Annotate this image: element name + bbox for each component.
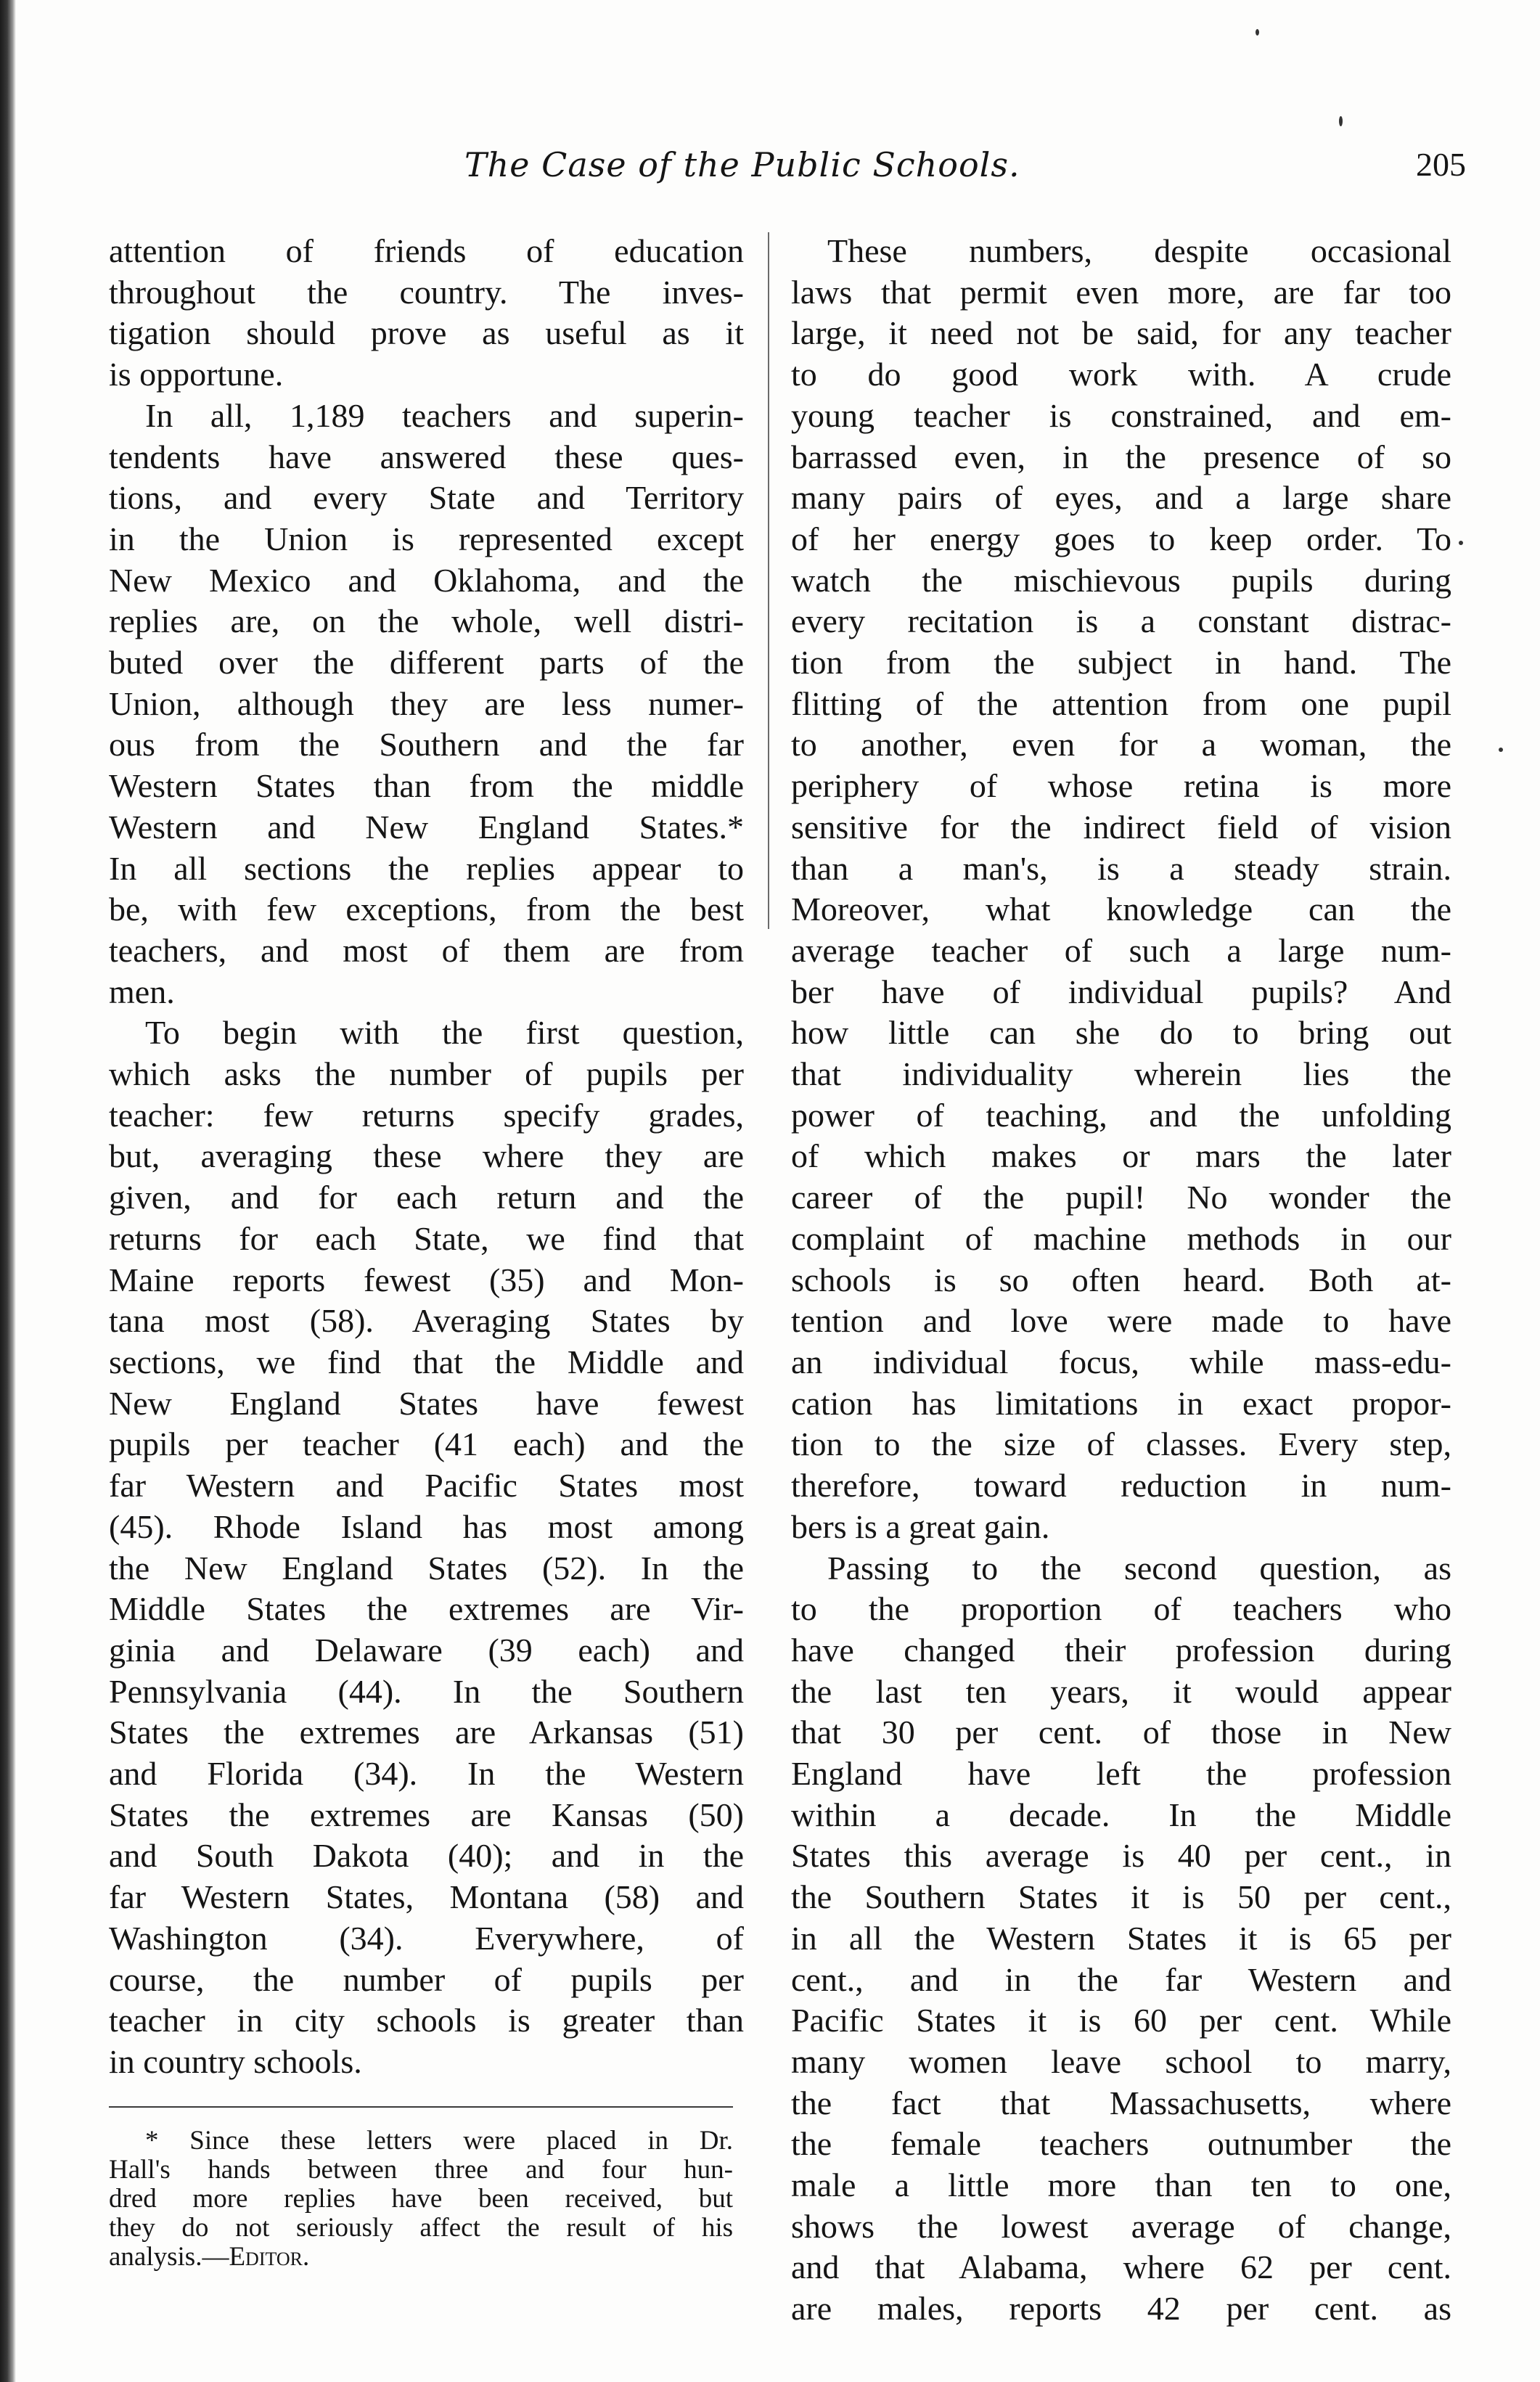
footnote-line: * Since these letters were placed in Dr. [145,2126,733,2156]
text-line: of her energy goes to keep order. To [791,520,1451,557]
text-line: throughout the country. The inves- [109,273,744,311]
right-column [791,231,1451,2330]
column-divider [768,232,769,929]
text-line: average teacher of such a large num- [791,931,1451,969]
text-line: Western States than from the middle [109,767,744,805]
footnote-line: dred more replies have been received, but [109,2184,733,2214]
text-line: the Southern States it is 50 per cent., [791,1878,1451,1916]
text-line: therefore, toward reduction in num- [791,1467,1451,1505]
text-line: every recitation is a constant distrac- [791,602,1451,640]
scan-speck [1256,29,1259,36]
text-line: States the extremes are Kansas (50) [109,1796,744,1833]
text-line: tention and love were made to have [791,1302,1451,1340]
text-line: laws that permit even more, are far too [791,273,1451,311]
text-line: within a decade. In the Middle [791,1796,1451,1833]
text-line: cent., and in the far Western and [791,1960,1451,1998]
scan-speck [1339,116,1343,126]
text-line: tana most (58). Averaging States by [109,1302,744,1340]
text-line: attention of friends of education [109,232,744,269]
text-line: of which makes or mars the later [791,1137,1451,1175]
text-line: that individuality wherein lies the [791,1055,1451,1093]
text-line: the fact that Massachusetts, where [791,2084,1451,2121]
text-line: male a little more than ten to one, [791,2166,1451,2204]
text-line: bers is a great gain. [791,1507,1050,1545]
text-line: career of the pupil! No wonder the [791,1179,1451,1216]
text-line: New England States have fewest [109,1384,744,1422]
text-line: (45). Rhode Island has most among [109,1507,744,1545]
text-line: to another, even for a woman, the [791,726,1451,764]
text-line: the female teachers outnumber the [791,2125,1451,2163]
text-line: course, the number of pupils per [109,1960,744,1998]
text-line: tion from the subject in hand. The [791,644,1451,682]
text-line: flitting of the attention from one pupil [791,684,1451,722]
text-line: which asks the number of pupils per [109,1055,744,1093]
text-line: is opportune. [109,356,284,393]
text-line: how little can she do to bring out [791,1014,1451,1052]
text-line: to do good work with. A crude [791,356,1451,393]
scan-speck [1459,541,1463,545]
text-line: teacher: few returns specify grades, [109,1096,744,1134]
scan-speck [1499,748,1503,752]
text-line: and that Alabama, where 62 per cent. [791,2248,1451,2286]
text-line: in all the Western States it is 65 per [791,1919,1451,1957]
page-number: 205 [1416,146,1466,183]
text-line: tigation should prove as useful as it [109,314,744,352]
text-line: States this average is 40 per cent., in [791,1837,1451,1875]
text-line: to the proportion of teachers who [791,1590,1451,1628]
text-line: and South Dakota (40); and in the [109,1837,744,1875]
text-line: tendents have answered these ques- [109,438,744,475]
text-line: the New England States (52). In the [109,1549,744,1587]
text-line: barrassed even, in the presence of so [791,438,1451,475]
text-line: England have left the profession [791,1755,1451,1793]
text-line: are males, reports 42 per cent. as [791,2290,1451,2328]
text-line: replies are, on the whole, well distri- [109,602,744,640]
text-line: have changed their profession during [791,1631,1451,1669]
text-line: that 30 per cent. of those in New [791,1714,1451,1751]
text-line: schools is so often heard. Both at- [791,1261,1451,1298]
scan-binding-shadow [0,0,16,2382]
paragraph-first-line: To begin with the first question, [145,1014,744,1052]
paragraph-first-line: These numbers, despite occasional [827,232,1451,269]
footnote-line: Hall's hands between three and four hun- [109,2155,733,2185]
text-line: an individual focus, while mass-edu- [791,1343,1451,1380]
text-line: States the extremes are Arkansas (51) [109,1714,744,1751]
text-line: ginia and Delaware (39 each) and [109,1631,744,1669]
text-line: teacher in city schools is greater than [109,2002,744,2039]
text-line: many pairs of eyes, and a large share [791,479,1451,517]
text-line: tion to the size of classes. Every step, [791,1425,1451,1463]
text-line: sections, we find that the Middle and [109,1343,744,1380]
text-line: than a man's, is a steady strain. [791,849,1451,887]
running-title: The Case of the Public Schools. [464,145,1020,184]
text-line: pupils per teacher (41 each) and the [109,1425,744,1463]
text-line: but, averaging these where they are [109,1137,744,1175]
text-line: power of teaching, and the unfolding [791,1096,1451,1134]
text-line: in country schools. [109,2042,362,2080]
text-line: Washington (34). Everywhere, of [109,1919,744,1957]
text-line: Moreover, what knowledge can the [791,891,1451,928]
text-line: watch the mischievous pupils during [791,561,1451,599]
text-line: and Florida (34). In the Western [109,1755,744,1793]
text-line: Pacific States it is 60 per cent. While [791,2002,1451,2039]
text-line: large, it need not be said, for any teacher [791,314,1451,352]
footnote [109,2127,733,2272]
text-line: be, with few exceptions, from the best [109,891,744,928]
text-line: ber have of individual pupils? And [791,973,1451,1010]
text-line: Western and New England States.* [109,808,744,846]
paragraph-first-line: In all, 1,189 teachers and superin- [145,396,744,434]
text-line: In all sections the replies appear to [109,849,744,887]
text-line: teachers, and most of them are from [109,931,744,969]
text-line: New Mexico and Oklahoma, and the [109,561,744,599]
text-line: in the Union is represented except [109,520,744,557]
left-column [109,231,744,2083]
text-line: far Western States, Montana (58) and [109,1878,744,1916]
text-line: shows the lowest average of change, [791,2207,1451,2245]
running-head [464,145,1466,196]
text-line: Pennsylvania (44). In the Southern [109,1672,744,1710]
text-line: tions, and every State and Territory [109,479,744,517]
text-line: given, and for each return and the [109,1179,744,1216]
text-line: young teacher is constrained, and em- [791,396,1451,434]
text-line: buted over the different parts of the [109,644,744,682]
text-line: the last ten years, it would appear [791,1672,1451,1710]
footnote-rule [109,2106,733,2108]
text-line: sensitive for the indirect field of vision [791,808,1451,846]
text-line: cation has limitations in exact propor- [791,1384,1451,1422]
paragraph-first-line: Passing to the second question, as [827,1549,1451,1587]
text-line: Middle States the extremes are Vir- [109,1590,744,1628]
text-line: many women leave school to marry, [791,2042,1451,2080]
text-line: men. [109,973,175,1010]
footnote-line: analysis.— [109,2242,229,2272]
text-line: returns for each State, we find that [109,1219,744,1257]
text-line: complaint of machine methods in our [791,1219,1451,1257]
text-line: ous from the Southern and the far [109,726,744,764]
footnote-last-line [109,2243,733,2272]
text-line: Maine reports fewest (35) and Mon- [109,1261,744,1298]
text-line: far Western and Pacific States most [109,1467,744,1505]
text-line: periphery of whose retina is more [791,767,1451,805]
footnote-line: they do not seriously affect the result of his [109,2213,733,2243]
footnote-attribution: Editor. [229,2242,310,2272]
text-line: Union, although they are less numer- [109,684,744,722]
